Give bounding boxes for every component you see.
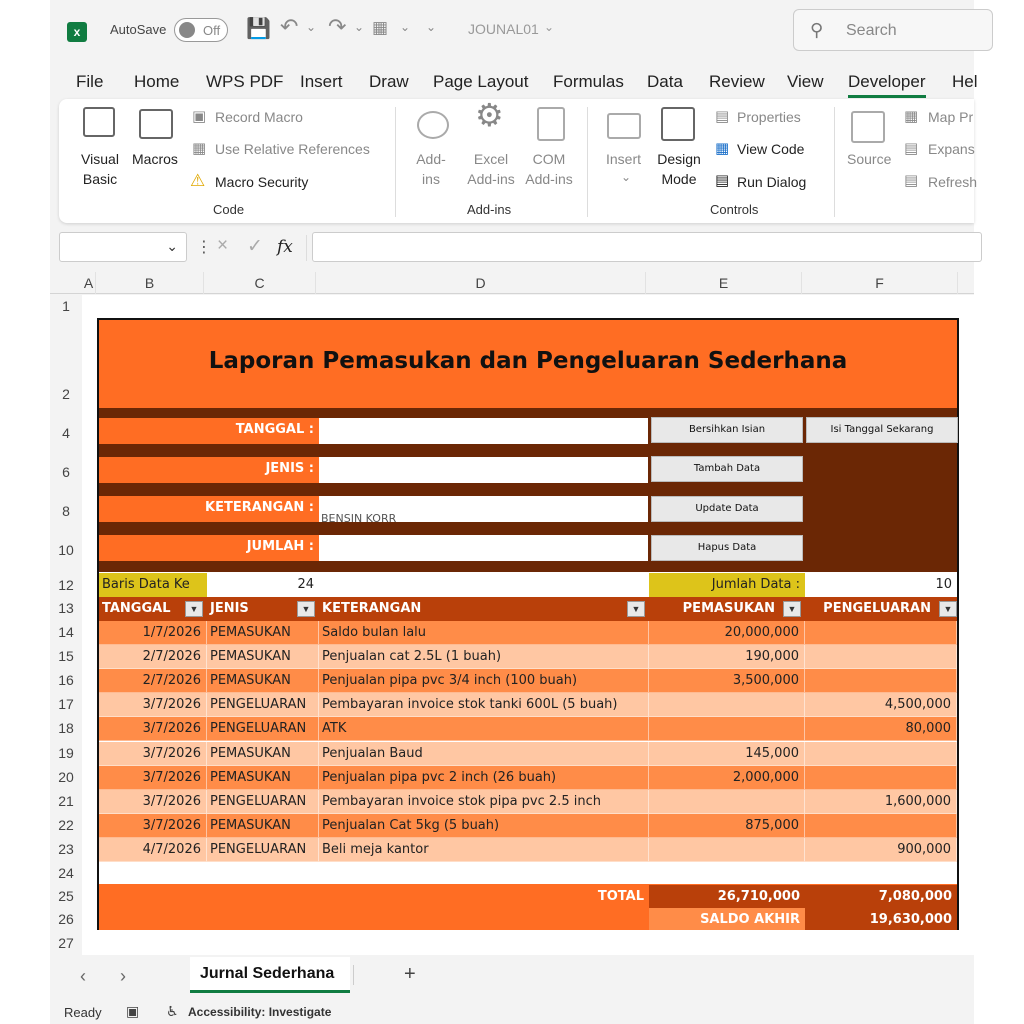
filename-chevron-icon[interactable]: ⌄	[544, 20, 555, 34]
search-placeholder: Search	[846, 22, 897, 39]
tab-developer[interactable]: Developer	[848, 72, 926, 91]
row-header[interactable]: 4	[62, 425, 70, 441]
record-macro-button[interactable]: Record Macro	[215, 109, 303, 125]
visual-basic-icon[interactable]	[83, 107, 115, 137]
addins-icon[interactable]	[417, 111, 449, 139]
cell-tanggal[interactable]: 3/7/2026	[99, 814, 207, 838]
tab-data[interactable]: Data	[647, 72, 683, 91]
row-header[interactable]: 8	[62, 503, 70, 519]
row-header[interactable]: 13	[58, 600, 74, 616]
cell-pemasukan[interactable]: 2,000,000	[649, 766, 805, 790]
run-dialog-icon: ▤	[715, 172, 730, 189]
cell-tanggal[interactable]: 2/7/2026	[99, 645, 207, 669]
developer-ribbon	[59, 97, 978, 223]
tab-divider	[353, 965, 354, 985]
filter-sort-icon[interactable]: ▼	[185, 601, 203, 617]
baris-data-value[interactable]: 24	[207, 573, 319, 597]
insert-controls-button[interactable]: Insert	[606, 151, 642, 167]
title-bar	[50, 0, 974, 62]
refresh-data-button[interactable]: Refresh	[928, 174, 978, 190]
header-jenis: JENIS	[207, 597, 319, 621]
undo-icon[interactable]: ↶	[280, 14, 299, 39]
cell-keterangan[interactable]: Penjualan cat 2.5L (1 buah)	[319, 645, 649, 669]
cell-tanggal[interactable]: 2/7/2026	[99, 669, 207, 693]
view-code-icon: ▦	[715, 140, 730, 157]
row-header[interactable]: 22	[58, 817, 74, 833]
filename[interactable]: JOUNAL01	[468, 21, 539, 37]
header-pengeluaran: PENGELUARAN	[805, 597, 957, 621]
form-icon[interactable]: ▦	[372, 18, 389, 37]
expansion-packs-button[interactable]: Expans	[928, 141, 975, 157]
isi-tanggal-sekarang-button[interactable]: Isi Tanggal Sekarang	[806, 417, 958, 443]
formula-bar	[59, 232, 974, 264]
cell-pengeluaran[interactable]: 900,000	[805, 838, 957, 862]
keterangan-input[interactable]	[319, 496, 648, 525]
total-pemasukan[interactable]: 26,710,000	[649, 885, 805, 908]
ribbon-tabs	[50, 66, 978, 96]
row-header[interactable]: 14	[58, 624, 74, 640]
tab-help[interactable]: Hel	[952, 72, 978, 91]
refresh-data-icon: ▤	[904, 172, 919, 189]
jumlah-data-label: Jumlah Data :	[649, 573, 805, 597]
tab-review[interactable]: Review	[709, 72, 765, 91]
row-header[interactable]: 12	[58, 577, 74, 593]
accessibility-status[interactable]: Accessibility: Investigate	[188, 1005, 332, 1019]
add-sheet-icon[interactable]: +	[404, 963, 416, 985]
cell-pengeluaran[interactable]: 80,000	[805, 717, 957, 741]
row-header[interactable]: 26	[58, 911, 74, 927]
row-header[interactable]: 17	[58, 696, 74, 712]
tab-home[interactable]: Home	[134, 72, 180, 91]
row-header[interactable]: 18	[58, 720, 74, 736]
sheet-tabs-bar	[50, 957, 974, 997]
report-frame	[97, 318, 959, 930]
hapus-data-button[interactable]: Hapus Data	[651, 535, 803, 561]
cell-pemasukan[interactable]: 145,000	[649, 742, 805, 766]
cell-pengeluaran[interactable]	[805, 766, 957, 790]
cell-jenis[interactable]: PEMASUKAN	[207, 645, 319, 669]
report-title: Laporan Pemasukan dan Pengeluaran Sederhana	[208, 348, 848, 374]
next-sheet-icon[interactable]: ›	[120, 966, 126, 986]
cell-keterangan[interactable]: Penjualan pipa pvc 2 inch (26 buah)	[319, 766, 649, 790]
row-header[interactable]: 1	[62, 298, 70, 314]
cell-pengeluaran[interactable]	[805, 621, 957, 645]
cell-jenis[interactable]: PEMASUKAN	[207, 621, 319, 645]
cell-keterangan[interactable]: Penjualan Baud	[319, 742, 649, 766]
cell-jenis[interactable]: PEMASUKAN	[207, 669, 319, 693]
cell-tanggal[interactable]: 3/7/2026	[99, 742, 207, 766]
excel-window	[50, 0, 978, 1024]
cell-jenis[interactable]: PEMASUKAN	[207, 814, 319, 838]
baris-data-label: Baris Data Ke	[99, 573, 207, 597]
column-header-b[interactable]: B	[96, 272, 204, 294]
map-properties-icon: ▦	[904, 108, 919, 125]
excel-addins-label-1: Excel	[473, 151, 509, 167]
redo-icon[interactable]: ↷	[328, 14, 347, 39]
macros-icon[interactable]	[139, 109, 173, 139]
design-mode-icon[interactable]	[661, 107, 695, 141]
warning-icon: ⚠	[190, 171, 206, 190]
properties-icon: ▤	[715, 108, 730, 125]
row-header[interactable]: 6	[62, 464, 70, 480]
filter-dropdown-icon[interactable]: ▼	[783, 601, 801, 617]
tab-draw[interactable]: Draw	[369, 72, 409, 91]
update-data-button[interactable]: Update Data	[651, 496, 803, 522]
select-all-corner[interactable]	[50, 272, 82, 294]
total-pengeluaran[interactable]: 7,080,000	[805, 885, 957, 908]
properties-button[interactable]: Properties	[737, 109, 801, 125]
source-icon[interactable]	[851, 111, 885, 143]
column-header-f[interactable]: F	[802, 272, 958, 294]
filter-dropdown-icon[interactable]: ▼	[627, 601, 645, 617]
filter-dropdown-icon[interactable]: ▼	[939, 601, 957, 617]
cell-tanggal[interactable]: 3/7/2026	[99, 766, 207, 790]
row-header[interactable]: 19	[58, 745, 74, 761]
formula-buttons	[211, 235, 307, 261]
source-button[interactable]: Source	[847, 151, 892, 167]
cell-pengeluaran[interactable]	[805, 742, 957, 766]
bersihkan-isian-button[interactable]: Bersihkan Isian	[651, 417, 803, 443]
autosave-label: AutoSave	[110, 22, 167, 37]
cell-tanggal[interactable]: 3/7/2026	[99, 790, 207, 814]
row-header[interactable]: 16	[58, 672, 74, 688]
total-label: TOTAL	[597, 889, 644, 904]
sheet-tab-jurnal[interactable]	[190, 957, 350, 993]
row-header[interactable]: 27	[58, 935, 74, 951]
cell-pengeluaran[interactable]: 4,500,000	[805, 693, 957, 717]
use-relative-references-button[interactable]: Use Relative References	[215, 141, 370, 157]
jenis-input[interactable]	[319, 457, 648, 483]
visual-basic-label-2: Basic	[82, 171, 118, 187]
accessibility-icon[interactable]: ♿	[166, 1003, 179, 1019]
filter-dropdown-icon[interactable]: ▼	[297, 601, 315, 617]
search-box[interactable]	[793, 9, 993, 51]
tab-page-layout[interactable]: Page Layout	[433, 72, 529, 91]
group-controls-label: Controls	[710, 202, 759, 217]
keterangan-overflow-text: BENSIN KORR	[321, 512, 397, 525]
tab-formulas[interactable]: Formulas	[553, 72, 624, 91]
excel-addins-gear-icon[interactable]: ⚙	[475, 97, 504, 133]
group-addins-label: Add-ins	[467, 202, 512, 217]
relative-references-icon: ▦	[192, 140, 207, 157]
cell-jenis[interactable]: PENGELUARAN	[207, 693, 319, 717]
cell-pemasukan[interactable]: 3,500,000	[649, 669, 805, 693]
form-dropdown-icon[interactable]: ⌄	[400, 20, 411, 34]
excel-addins-label-2: Add-ins	[467, 171, 515, 187]
cell-jenis[interactable]: PENGELUARAN	[207, 790, 319, 814]
cell-tanggal[interactable]: 3/7/2026	[99, 717, 207, 741]
column-header-d[interactable]: D	[316, 272, 646, 294]
row-header[interactable]: 21	[58, 793, 74, 809]
expansion-packs-icon: ▤	[904, 140, 919, 157]
design-mode-button[interactable]	[653, 149, 705, 189]
cancel-icon[interactable]: ×	[217, 235, 229, 256]
cell-keterangan[interactable]: ATK	[319, 717, 649, 741]
macro-security-button[interactable]: Macro Security	[215, 174, 309, 190]
addins-label-1: Add-	[416, 151, 446, 167]
row-header[interactable]: 24	[58, 865, 74, 881]
keterangan-label: KETERANGAN :	[99, 496, 319, 522]
cell-pemasukan[interactable]	[649, 717, 805, 741]
undo-dropdown-icon[interactable]: ⌄	[306, 20, 317, 34]
enter-icon[interactable]: ✓	[247, 236, 263, 257]
group-code-label: Code	[213, 202, 245, 217]
formula-bar-options-icon[interactable]: ⋮	[196, 239, 212, 256]
cell-jenis[interactable]: PEMASUKAN	[207, 766, 319, 790]
cell-jenis[interactable]: PENGELUARAN	[207, 838, 319, 862]
jumlah-data-value[interactable]: 10	[805, 573, 957, 597]
name-box[interactable]	[59, 232, 187, 262]
tab-view[interactable]: View	[787, 72, 824, 91]
row-header[interactable]: 10	[58, 542, 74, 558]
tab-wps-pdf[interactable]: WPS PDF	[206, 72, 284, 91]
cell-pemasukan[interactable]: 875,000	[649, 814, 805, 838]
insert-controls-icon[interactable]	[607, 113, 641, 139]
cell-tanggal[interactable]: 4/7/2026	[99, 838, 207, 862]
cell-tanggal[interactable]: 3/7/2026	[99, 693, 207, 717]
row-header[interactable]: 20	[58, 769, 74, 785]
column-header-a[interactable]: A	[82, 272, 96, 294]
excel-logo-icon: x	[67, 22, 87, 42]
macros-button[interactable]: Macros	[132, 151, 178, 167]
excel-addins-button[interactable]	[461, 149, 521, 189]
empty-row[interactable]	[99, 862, 957, 884]
cell-pemasukan[interactable]	[649, 838, 805, 862]
cell-keterangan[interactable]: Beli meja kantor	[319, 838, 649, 862]
cell-pengeluaran[interactable]	[805, 669, 957, 693]
jumlah-label: JUMLAH :	[99, 535, 319, 561]
search-icon: ⚲	[810, 20, 824, 40]
status-ready: Ready	[64, 1005, 102, 1020]
insert-dropdown-icon[interactable]: ⌄	[621, 170, 632, 184]
prev-sheet-icon[interactable]: ‹	[80, 966, 86, 986]
com-addins-button[interactable]	[521, 149, 577, 189]
tab-insert[interactable]: Insert	[300, 72, 343, 91]
toggle-knob	[179, 22, 195, 38]
cell-tanggal[interactable]: 1/7/2026	[99, 621, 207, 645]
run-dialog-button[interactable]: Run Dialog	[737, 174, 807, 190]
autosave-toggle[interactable]	[174, 18, 228, 42]
insert-function-icon[interactable]: fx	[277, 237, 293, 257]
cell-pemasukan[interactable]: 20,000,000	[649, 621, 805, 645]
customize-qat-icon[interactable]: ⌄	[426, 20, 437, 34]
map-properties-button[interactable]: Map Pr	[928, 109, 974, 125]
ribbon-divider	[395, 107, 396, 217]
jenis-label: JENIS :	[99, 457, 319, 483]
macro-recording-icon[interactable]: ▣	[126, 1003, 140, 1019]
design-mode-label-1: Design	[657, 151, 701, 167]
cell-jenis[interactable]: PENGELUARAN	[207, 717, 319, 741]
tab-file[interactable]: File	[76, 72, 104, 91]
cell-jenis[interactable]: PEMASUKAN	[207, 742, 319, 766]
formula-input[interactable]	[312, 232, 982, 262]
header-pemasukan: PEMASUKAN	[649, 597, 805, 621]
sheet-tab-label: Jurnal Sederhana	[200, 965, 335, 982]
saldo-akhir-label: SALDO AKHIR	[649, 908, 805, 930]
row-header[interactable]: 25	[58, 888, 74, 904]
record-macro-icon: ▣	[192, 108, 207, 125]
cell-keterangan[interactable]: Pembayaran invoice stok tanki 600L (5 buah)	[319, 693, 649, 717]
cell-pengeluaran[interactable]	[805, 645, 957, 669]
com-addins-label-2: Add-ins	[525, 171, 573, 187]
tanggal-input[interactable]	[319, 418, 648, 444]
cell-pengeluaran[interactable]: 1,600,000	[805, 790, 957, 814]
com-addins-label-1: COM	[532, 151, 566, 167]
empty-cell[interactable]	[319, 573, 649, 597]
cell-pengeluaran[interactable]	[805, 814, 957, 838]
cell-pemasukan[interactable]: 190,000	[649, 645, 805, 669]
addins-button[interactable]	[411, 149, 451, 189]
column-headers	[50, 272, 974, 294]
row-header[interactable]: 15	[58, 648, 74, 664]
com-addins-icon[interactable]	[537, 107, 565, 141]
tanggal-label: TANGGAL :	[99, 418, 319, 444]
cell-keterangan[interactable]: Saldo bulan lalu	[319, 621, 649, 645]
cell-keterangan[interactable]: Penjualan Cat 5kg (5 buah)	[319, 814, 649, 838]
tambah-data-button[interactable]: Tambah Data	[651, 456, 803, 482]
design-mode-label-2: Mode	[661, 171, 697, 187]
redo-dropdown-icon[interactable]: ⌄	[354, 20, 365, 34]
view-code-button[interactable]: View Code	[737, 141, 805, 157]
visual-basic-button[interactable]	[80, 149, 120, 189]
ribbon-divider	[834, 107, 835, 217]
name-box-chevron-icon[interactable]: ⌄	[166, 238, 178, 254]
header-tanggal: TANGGAL	[99, 597, 207, 621]
cell-keterangan[interactable]: Pembayaran invoice stok pipa pvc 2.5 inch	[319, 790, 649, 814]
ribbon-divider	[587, 107, 588, 217]
cell-keterangan[interactable]: Penjualan pipa pvc 3/4 inch (100 buah)	[319, 669, 649, 693]
autosave-state: Off	[203, 23, 221, 38]
status-bar	[50, 1000, 974, 1024]
save-icon[interactable]: 💾	[246, 18, 271, 40]
header-keterangan: KETERANGAN	[319, 597, 649, 621]
jumlah-input[interactable]	[319, 535, 648, 561]
cell-pemasukan[interactable]	[649, 790, 805, 814]
cell-pemasukan[interactable]	[649, 693, 805, 717]
saldo-akhir-value[interactable]: 19,630,000	[805, 908, 957, 930]
addins-label-2: ins	[422, 171, 440, 187]
row-header[interactable]: 23	[58, 841, 74, 857]
column-header-e[interactable]: E	[646, 272, 802, 294]
row-header[interactable]: 2	[62, 386, 70, 402]
visual-basic-label-1: Visual	[81, 151, 119, 167]
column-header-c[interactable]: C	[204, 272, 316, 294]
